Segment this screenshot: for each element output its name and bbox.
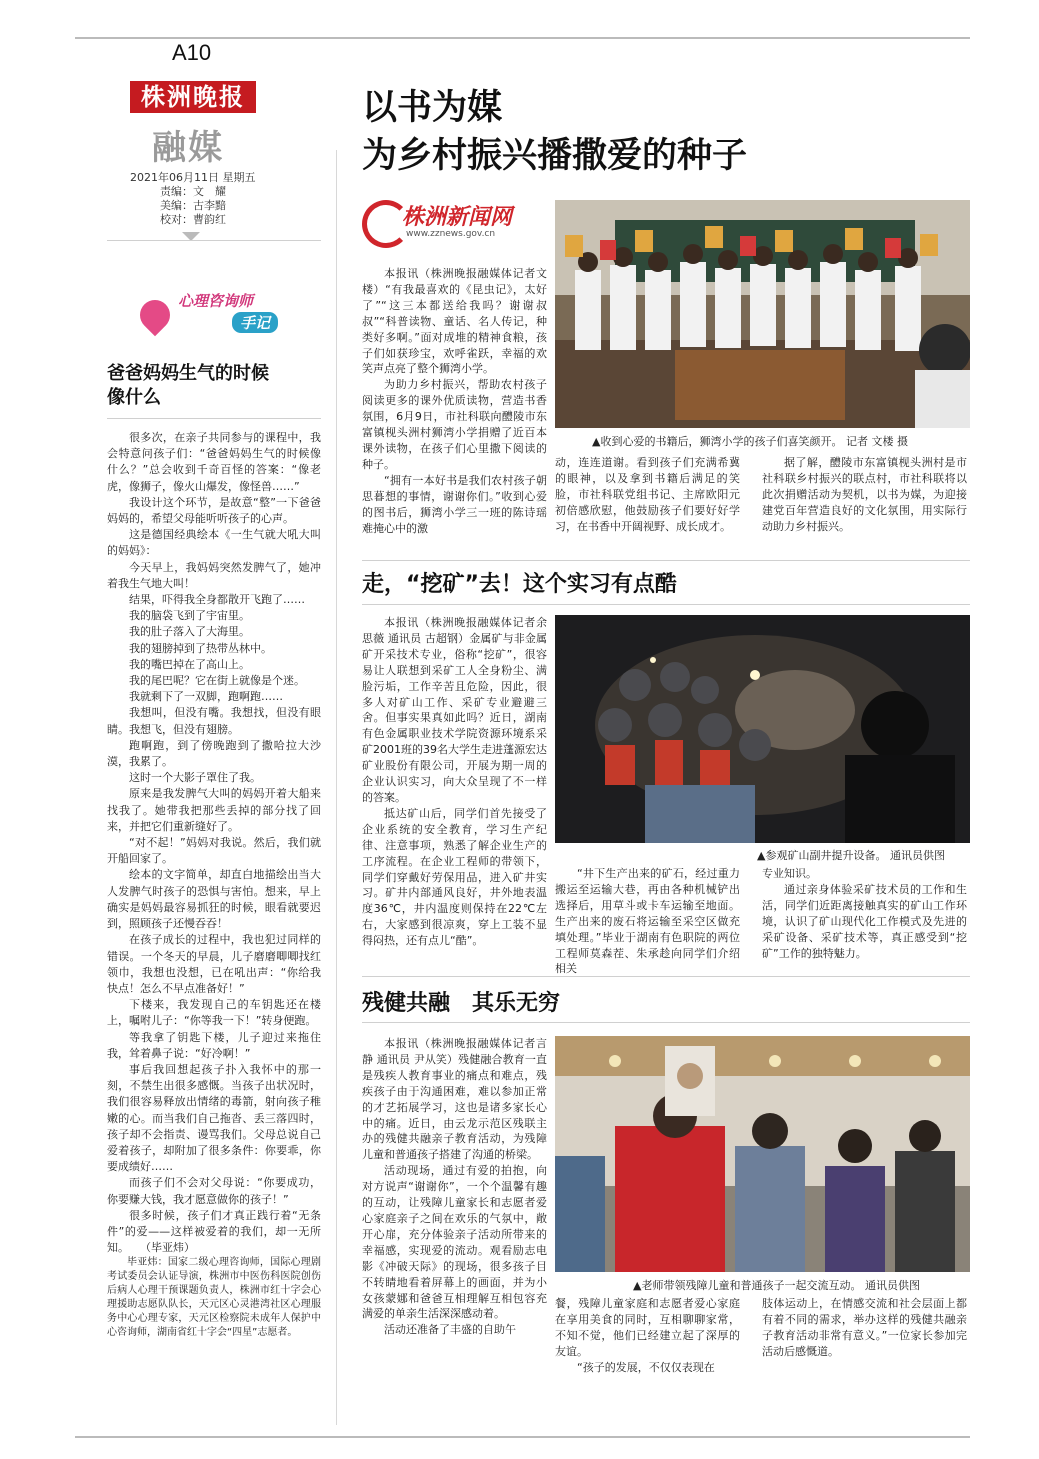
left-article-body xyxy=(107,430,321,1340)
paragraph: 事后我回想起孩子扑入我怀中的那一刻，不禁生出很多感慨。当孩子出状况时，我们很容易释放出情绪的毒箭，射向孩子稚嫩的心。而当我们自己拖沓、丢三落四时，孩子却不会指责、谩骂我们。父母总说自己爱着孩子，却附加了很多条件：你要乖，你要成绩好…… xyxy=(107,1062,321,1174)
paragraph: 这是德国经典绘本《一生气就大吼大叫的妈妈》： xyxy=(107,528,321,558)
paragraph: 下楼来，我发现自己的车钥匙还在楼上，嘱咐儿子：“你等我一下！”转身便跑。 xyxy=(107,998,321,1028)
paragraph: 而孩子们不会对父母说：“你要成功，你要赚大钱，我才愿意做你的孩子！” xyxy=(107,1176,321,1206)
paragraph: “拥有一本好书是我们农村孩子朝思暮想的事情，谢谢你们。”收到心爱的图书后，狮湾小学三一班的陈诗瑶难掩心中的激 xyxy=(362,473,547,535)
paragraph: “井下生产出来的矿石，经过重力搬运至运输大巷，再由各种机械铲出选择后，用草斗或卡车运输至地面。生产出来的废石将运输至采空区做充填处理。”毕业于湖南有色职院的两位工程师莫森茬、朱承趁向同学们介绍相关 xyxy=(555,867,740,976)
paragraph: 肢体运动上，在情感交流和社会层面上都有着不同的需求，举办这样的残健共融亲子教育活动非常有意义。”一位家长参加完活动后感慨道。 xyxy=(762,1297,967,1358)
paragraph: 抵达矿山后，同学们首先接受了企业系统的安全教育，学习生产纪律、注意事项，熟悉了解企业生产的工序流程。在企业工程师的带领下，同学们穿戴好劳保用品，进入矿井实习。矿井内部通风良好，井外地表温度36℃，井内温度则保持在22℃左右，大家感到很凉爽，穿上工装不显得闷热，还有点儿“酷”。 xyxy=(362,806,547,948)
left-title-line: 像什么 xyxy=(107,387,161,408)
paragraph: 本报讯（株洲晚报融媒体记者余思薇 通讯员 古超钢）金属矿与非金属矿开采技术专业，俗称“挖矿”，很容易让人联想到采矿工人全身粉尘、满脸污垢，工作辛苦且危险，因此，很多人对矿山工作、采矿专业避避三舍。但事实果真如此吗？近日，湖南有色金属职业技术学院资源环境系采矿2001班的39名大学生走进蓬源宏达矿业股份有限公司，开展为期一周的企业认识实习，向大众呈现了不一样的答案。 xyxy=(362,616,547,804)
heart-icon xyxy=(134,294,176,336)
story1-caption: ▲收到心爱的书籍后，狮湾小学的孩子们喜笑颜开。 记者 文楼 摄 xyxy=(592,435,908,448)
bottom-rule xyxy=(75,1436,970,1438)
editor-credit: 责编：文 耀 xyxy=(160,185,226,198)
verse-line: 我的肚子落入了大海里。 xyxy=(129,625,250,639)
paragraph: 等我拿了钥匙下楼，儿子迎过来拖住我，耸着鼻子说：“好冷啊！” xyxy=(107,1030,321,1060)
site-logo-name: 株洲新闻网 xyxy=(402,204,513,230)
paragraph: 活动还准备了丰盛的自助午 xyxy=(384,1323,516,1337)
top-rule xyxy=(75,37,970,39)
column-badge-title: 心理咨询师 xyxy=(178,292,254,310)
story1-col2 xyxy=(555,455,740,535)
paragraph: 专业知识。 xyxy=(762,867,817,880)
story1-col1 xyxy=(362,266,547,536)
site-logo xyxy=(362,198,532,248)
story1-col3 xyxy=(762,455,967,535)
story3-caption: ▲老师带领残障儿童和普通孩子一起交流互动。 通讯员供图 xyxy=(633,1279,920,1292)
page-meta xyxy=(130,171,256,227)
paragraph: “孩子的发展，不仅仅表现在 xyxy=(577,1360,715,1374)
paragraph: 原来是我发脾气大叫的妈妈开着大船来找我了。她带我把那些丢掉的部分找了回来，并把它们重新缝好了。 xyxy=(107,787,321,833)
column-badge-subtitle: 手记 xyxy=(232,312,278,333)
paragraph: 在孩子成长的过程中，我也犯过同样的错误。一个冬天的早晨，儿子磨磨唧唧找红领巾，我想也没想，已在吼出声：“你给我快点！怎么不早点准备好！” xyxy=(107,933,321,995)
story3-col1 xyxy=(362,1036,547,1338)
newspaper-logo: 株洲晚报 xyxy=(130,81,256,113)
story2-col3 xyxy=(762,866,967,961)
headline-line: 为乡村振兴播撒爱的种子 xyxy=(362,136,748,176)
story2-headline: 走，“挖矿”去！这个实习有点酷 xyxy=(362,572,677,597)
paragraph: 我就剩下了一双脚，跑啊跑…… xyxy=(129,690,283,704)
paragraph: 我设计这个环节，是故意“整”一下爸爸妈妈的，希望父母能听听孩子的心声。 xyxy=(107,495,321,526)
story2-caption: ▲参观矿山副井提升设备。 通讯员供图 xyxy=(757,849,945,862)
divider xyxy=(107,418,321,419)
paragraph: 本报讯（株洲晚报融媒体记者文楼）“有我最喜欢的《昆虫记》，太好了”“这三本都送给我吗？谢谢叔叔”“科普读物、童话、名人传记，种类好多啊。”面对成堆的精神食粮，孩子们如获珍宝，欢呼雀跃，幸福的欢笑声点亮了整个狮湾小学。 xyxy=(362,267,547,376)
verse-line: 我的嘴巴掉在了高山上。 xyxy=(129,657,250,671)
paragraph: 我想叫，但没有嘴。我想找，但没有眼睛。我想飞，但没有翅膀。 xyxy=(107,706,321,736)
left-article-title xyxy=(107,362,269,410)
left-title-line: 爸爸妈妈生气的时候 xyxy=(107,363,269,384)
verse-line: 我的脑袋飞到了宇宙里。 xyxy=(129,609,250,623)
paragraph: 为助力乡村振兴，帮助农村孩子阅读更多的课外优质读物，营造书香氛围，6月9日，市社科联向醴陵市东富镇枧头洲村狮湾小学捐赠了近百本课外读物，在孩子们心里撒下阅读的种子。 xyxy=(362,378,547,471)
story3-col2 xyxy=(555,1296,740,1376)
paragraph: 这时一个大影子罩住了我。 xyxy=(129,771,261,785)
page-date: 2021年06月11日 星期五 xyxy=(130,171,256,184)
story3-headline: 残健共融 其乐无穷 xyxy=(362,991,561,1016)
author-bio: 毕亚炜：国家二级心理咨询师，国际心理剧考试委员会认证导演，株洲市中医伤科医院创伤后病人心理干预课题负责人，株洲市红十字会心理援助志愿队队长，天元区心灵港湾社区心理服务中心心理专家，天元区检察院未成年人保护中心咨询师，湖南省红十字会“四星”志愿者。 xyxy=(107,1257,321,1339)
mine-visit-photo xyxy=(555,615,970,843)
story3-col3 xyxy=(762,1296,967,1360)
verse-line: 我的尾巴呢？它在街上就像是个迷。 xyxy=(129,674,305,688)
story2-col2 xyxy=(555,866,740,977)
divider xyxy=(362,1022,970,1023)
divider xyxy=(362,604,970,605)
paragraph: 通过亲身体验采矿技术员的工作和生活，同学们近距离接触真实的矿山工作环境，认识了矿山现代化工作模式及先进的采矿设备、采矿技术等，真正感受到“挖矿”工作的独特魅力。 xyxy=(762,882,967,960)
divider xyxy=(362,560,970,561)
paragraph: 动，连连道谢。看到孩子们充满希冀的眼神，以及拿到书籍后满足的笑脸，市社科联党组书记、主席欧阳元初倍感欣慰，他鼓励孩子们要好好学习，在书香中开阔视野、成长成才。 xyxy=(555,456,740,533)
verse-line: 我的翅膀掉到了热带丛林中。 xyxy=(129,641,272,655)
paragraph: 跑啊跑，到了傍晚跑到了撒哈拉大沙漠，我累了。 xyxy=(107,738,321,769)
paragraph: 餐，残障儿童家庭和志愿者爱心家庭在享用美食的同时，互相聊聊家常，不知不觉，他们已经建立起了深厚的友谊。 xyxy=(555,1297,740,1358)
paragraph: 今天早上，我妈妈突然发脾气了，她冲着我生气地大叫！ xyxy=(107,560,321,590)
paragraph: “对不起！”妈妈对我说。然后，我们就开船回家了。 xyxy=(107,836,321,866)
children-books-photo xyxy=(555,200,970,428)
paragraph: 绘本的文字简单，却直白地描绘出当大人发脾气时孩子的恐惧与害怕。想来，早上确实是妈妈最容易抓狂的时候，眼看就要迟到，照顾孩子还慢吞吞！ xyxy=(107,868,321,931)
story2-col1 xyxy=(362,615,547,949)
proofreader-credit: 校对：曹韵红 xyxy=(160,213,226,226)
paragraph: 本报讯（株洲晚报融媒体记者言静 通讯员 尹从笑）残健融合教育一直是残疾人教育事业的痛点和难点，残疾孩子由于沟通困难，难以参加正常的才艺拓展学习，这也是诸多家长心中的痛。近日，由云龙示范区残联主办的残健共融亲子教育活动，为残障儿童和普通孩子搭建了沟通的桥梁。 xyxy=(362,1037,547,1162)
paragraph: 结果，吓得我全身都散开飞跑了…… xyxy=(129,593,305,607)
paragraph: 据了解，醴陵市东富镇枧头洲村是市社科联乡村振兴的联点村，市社科联将以此次捐赠活动为契机，以书为媒，为迎接建党百年营造良好的文化氛围，用实际行动助力乡村振兴。 xyxy=(762,456,967,533)
paragraph: 很多时候，孩子们才真正践行着“无条件”的爱——这样被爱着的我们，却一无所知。 （毕亚炜） xyxy=(107,1208,321,1255)
designer-credit: 美编：古李黯 xyxy=(160,199,226,212)
page-number: A10 xyxy=(172,40,212,65)
interaction-photo xyxy=(555,1036,970,1272)
paragraph: 活动现场，通过有爱的拍抱，向对方说声“谢谢你”，一个个温馨有趣的互动，让残障儿童家长和志愿者爱心家庭亲子之间在欢乐的气氛中，敞开心扉，充分体验亲子活动所带来的幸福感，实现爱的流动。观看励志电影《冲破天际》的现场，很多孩子目不转睛地看着屏幕上的画面，并为小女孩蒙娜和爸爸互相理解互相包容充满爱的单亲生活深深感动着。 xyxy=(362,1164,547,1321)
column-badge xyxy=(140,290,320,340)
main-headline xyxy=(362,84,747,180)
section-title: 融媒 xyxy=(152,128,224,168)
divider xyxy=(107,240,321,241)
headline-line: 以书为媒 xyxy=(362,88,503,128)
site-logo-url: www.zznews.gov.cn xyxy=(406,229,496,239)
column-divider xyxy=(336,150,337,1425)
paragraph: 很多次，在亲子共同参与的课程中，我会特意问孩子们：“爸爸妈妈生气的时候像什么？”总会收到千奇百怪的答案：“像老虎，像狮子，像火山爆发，像怪兽……” xyxy=(107,431,321,493)
divider xyxy=(362,976,970,977)
